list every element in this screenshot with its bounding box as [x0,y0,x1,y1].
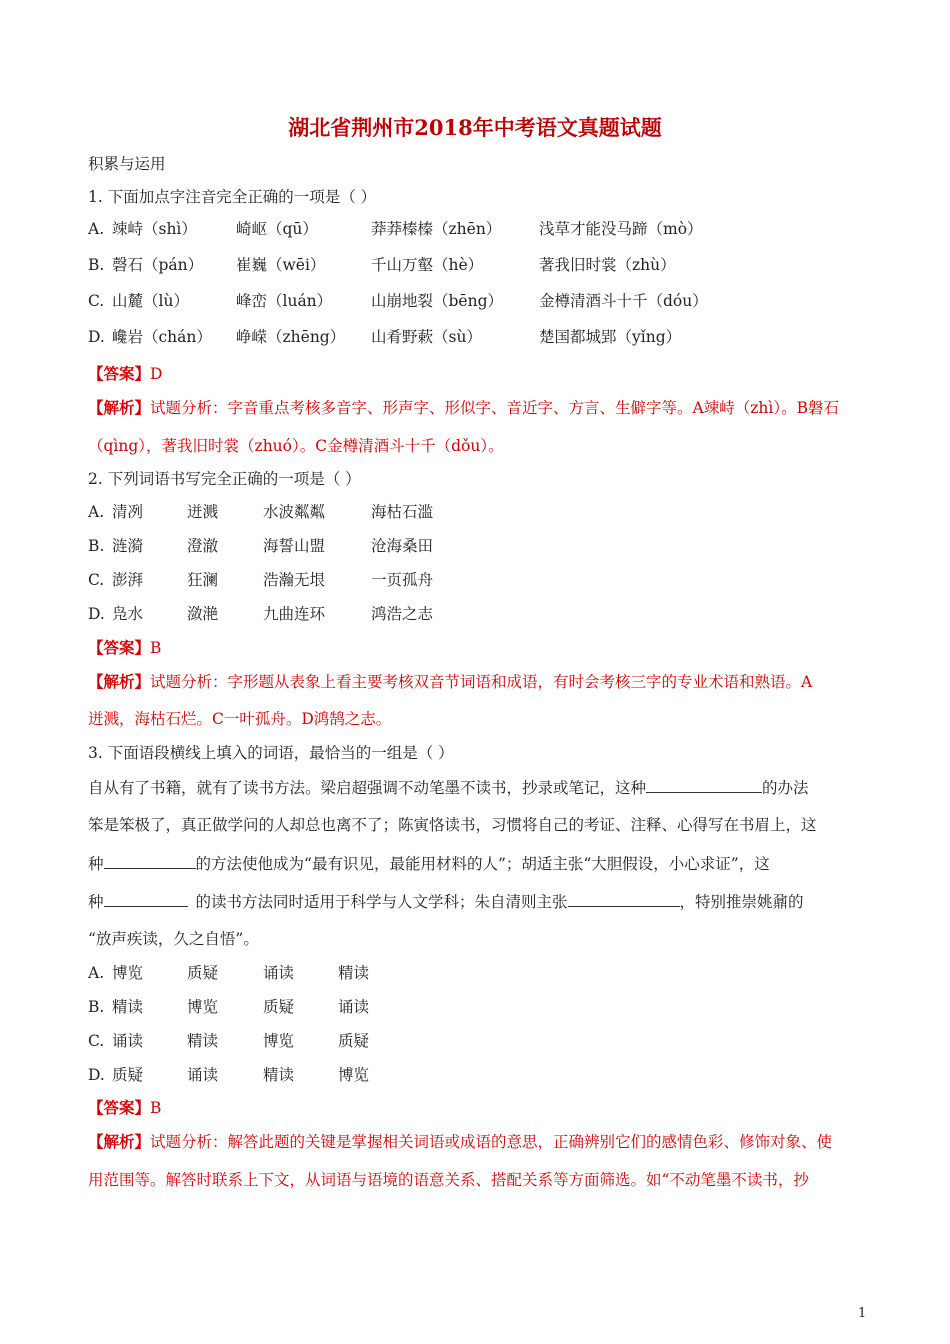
option-item: 涟漪 [112,537,144,555]
q3-paragraph-line-4 [88,891,804,912]
option-item: 诵读 [112,1032,144,1050]
option-item: 诵读 [263,964,295,982]
option-item: 凫水 [112,605,144,623]
option-item: 精读 [338,964,370,982]
answer-label: 【答案】 [88,1098,151,1117]
fill-blank-3 [104,891,188,907]
fill-blank-4 [568,891,680,907]
answer-value: D [150,365,163,383]
option-letter: B. [88,256,105,274]
q2-stem: 2. 下列词语书写完全正确的一项是（ ） [88,470,361,488]
answer-label: 【答案】 [88,364,151,383]
paragraph-text: 种 [88,893,104,911]
option-letter: A. [88,503,105,521]
q1-stem: 1. 下面加点字注音完全正确的一项是（ ） [88,188,377,206]
q3-analysis-line-2: 用范围等。解答时联系上下文，从词语与语境的语意关系、搭配关系等方面筛选。如“不动笔墨不读书，抄 [88,1171,809,1189]
option-item: 楚国都城郢（yǐng） [539,328,682,346]
q1-analysis-line-2: （qìng），著我旧时裳（zhuó）。C金樽清酒斗十千（dǒu）。 [88,437,504,455]
fill-blank-2 [104,853,196,869]
option-item: 清冽 [112,503,144,521]
fill-blank-1 [646,777,762,793]
option-letter: C. [88,292,105,310]
option-letter: D. [88,328,105,346]
option-item: 博览 [338,1066,370,1084]
option-item: 浅草才能没马蹄（mò） [539,220,703,238]
q3-paragraph-line-3 [88,853,770,874]
paragraph-text: 自从有了书籍，就有了读书方法。梁启超强调不动笔墨不读书，抄录或笔记，这种 [88,779,647,797]
option-item: 澄澈 [187,537,219,555]
q3-answer [88,1098,161,1118]
q2-analysis-line-1 [88,672,812,692]
paragraph-text: 的办法 [762,779,809,797]
answer-value: B [150,1099,162,1117]
option-letter: D. [88,1066,105,1084]
document-title: 湖北省荆州市2018年中考语文真题试题 [288,115,662,140]
option-item: 九曲连环 [263,605,326,623]
paragraph-text: ，特别推崇姚鼐的 [679,893,804,911]
option-item: 浩瀚无垠 [263,571,326,589]
option-item: 澎湃 [112,571,144,589]
option-item: 竦峙（shì） [112,220,197,238]
q3-paragraph-line-1 [88,777,809,798]
q1-analysis-line-1 [88,398,839,418]
option-item: 质疑 [263,998,295,1016]
option-item: 一页孤舟 [371,571,434,589]
answer-label: 【答案】 [88,638,151,657]
q3-paragraph-line-5: “放声疾读，久之自悟”。 [88,930,259,948]
option-letter: A. [88,964,105,982]
option-item: 山肴野蔌（sù） [371,328,482,346]
paragraph-text: 的方法使他成为“最有识见，最能用材料的人”；胡适主张“大胆假设，小心求证”，这 [195,855,770,873]
analysis-text: 试题分析：解答此题的关键是掌握相关词语或成语的意思，正确辨别它们的感情色彩、修饰对象、使 [150,1133,833,1151]
option-letter: B. [88,537,105,555]
option-item: 崎岖（qū） [236,220,318,238]
option-item: 诵读 [187,1066,219,1084]
option-item: 山麓（lù） [112,292,189,310]
option-item: 水波粼粼 [263,503,326,521]
option-item: 著我旧时裳（zhù） [539,256,676,274]
option-item: 莽莽榛榛（zhēn） [371,220,502,238]
option-item: 山崩地裂（bēng） [371,292,504,310]
option-letter: C. [88,1032,105,1050]
option-item: 磬石（pán） [112,256,204,274]
option-item: 精读 [112,998,144,1016]
q3-analysis-line-1 [88,1132,832,1152]
q2-analysis-line-2: 迸溅，海枯石烂。C一叶孤舟。D鸿鹄之志。 [88,710,392,728]
paragraph-text: 种 [88,855,104,873]
option-item: 千山万壑（hè） [371,256,484,274]
option-letter: B. [88,998,105,1016]
option-letter: A. [88,220,105,238]
option-item: 质疑 [112,1066,144,1084]
option-item: 博览 [112,964,144,982]
option-item: 巉岩（chán） [112,328,212,346]
option-item: 鸿浩之志 [371,605,434,623]
option-item: 精读 [187,1032,219,1050]
option-item: 博览 [187,998,219,1016]
option-item: 博览 [263,1032,295,1050]
option-item: 峥嵘（zhēng） [236,328,346,346]
analysis-label: 【解析】 [88,672,151,691]
paragraph-text: 的读书方法同时适用于科学与人文学科；朱自清则主张 [195,893,568,911]
answer-value: B [150,639,162,657]
analysis-label: 【解析】 [88,1132,151,1151]
option-item: 迸溅 [187,503,219,521]
option-item: 诵读 [338,998,370,1016]
q2-answer [88,638,161,658]
option-letter: C. [88,571,105,589]
option-item: 崔巍（wēi） [236,256,326,274]
option-item: 沧海桑田 [371,537,434,555]
option-item: 精读 [263,1066,295,1084]
option-letter: D. [88,605,105,623]
option-item: 海枯石滥 [371,503,434,521]
section-heading: 积累与运用 [88,155,166,173]
analysis-text: 试题分析：字形题从表象上看主要考核双音节词语和成语，有时会考核三字的专业术语和熟语。A [150,673,813,691]
option-item: 潋滟 [187,605,219,623]
option-item: 质疑 [187,964,219,982]
analysis-label: 【解析】 [88,398,151,417]
option-item: 金樽清酒斗十千（dóu） [539,292,708,310]
q3-paragraph-line-2: 笨是笨极了，真正做学问的人却总也离不了；陈寅恪读书，习惯将自己的考证、注释、心得写在书眉上，这 [88,816,817,834]
option-item: 质疑 [338,1032,370,1050]
q1-answer [88,364,162,384]
page-number: 1 [858,1306,867,1321]
option-item: 狂澜 [187,571,219,589]
option-item: 海誓山盟 [263,537,326,555]
analysis-text: 试题分析：字音重点考核多音字、形声字、形似字、音近字、方言、生僻字等。A竦峙（zhì）。B磐石 [150,399,839,417]
q3-stem: 3. 下面语段横线上填入的词语，最恰当的一组是（ ） [88,744,454,762]
option-item: 峰峦（luán） [236,292,333,310]
